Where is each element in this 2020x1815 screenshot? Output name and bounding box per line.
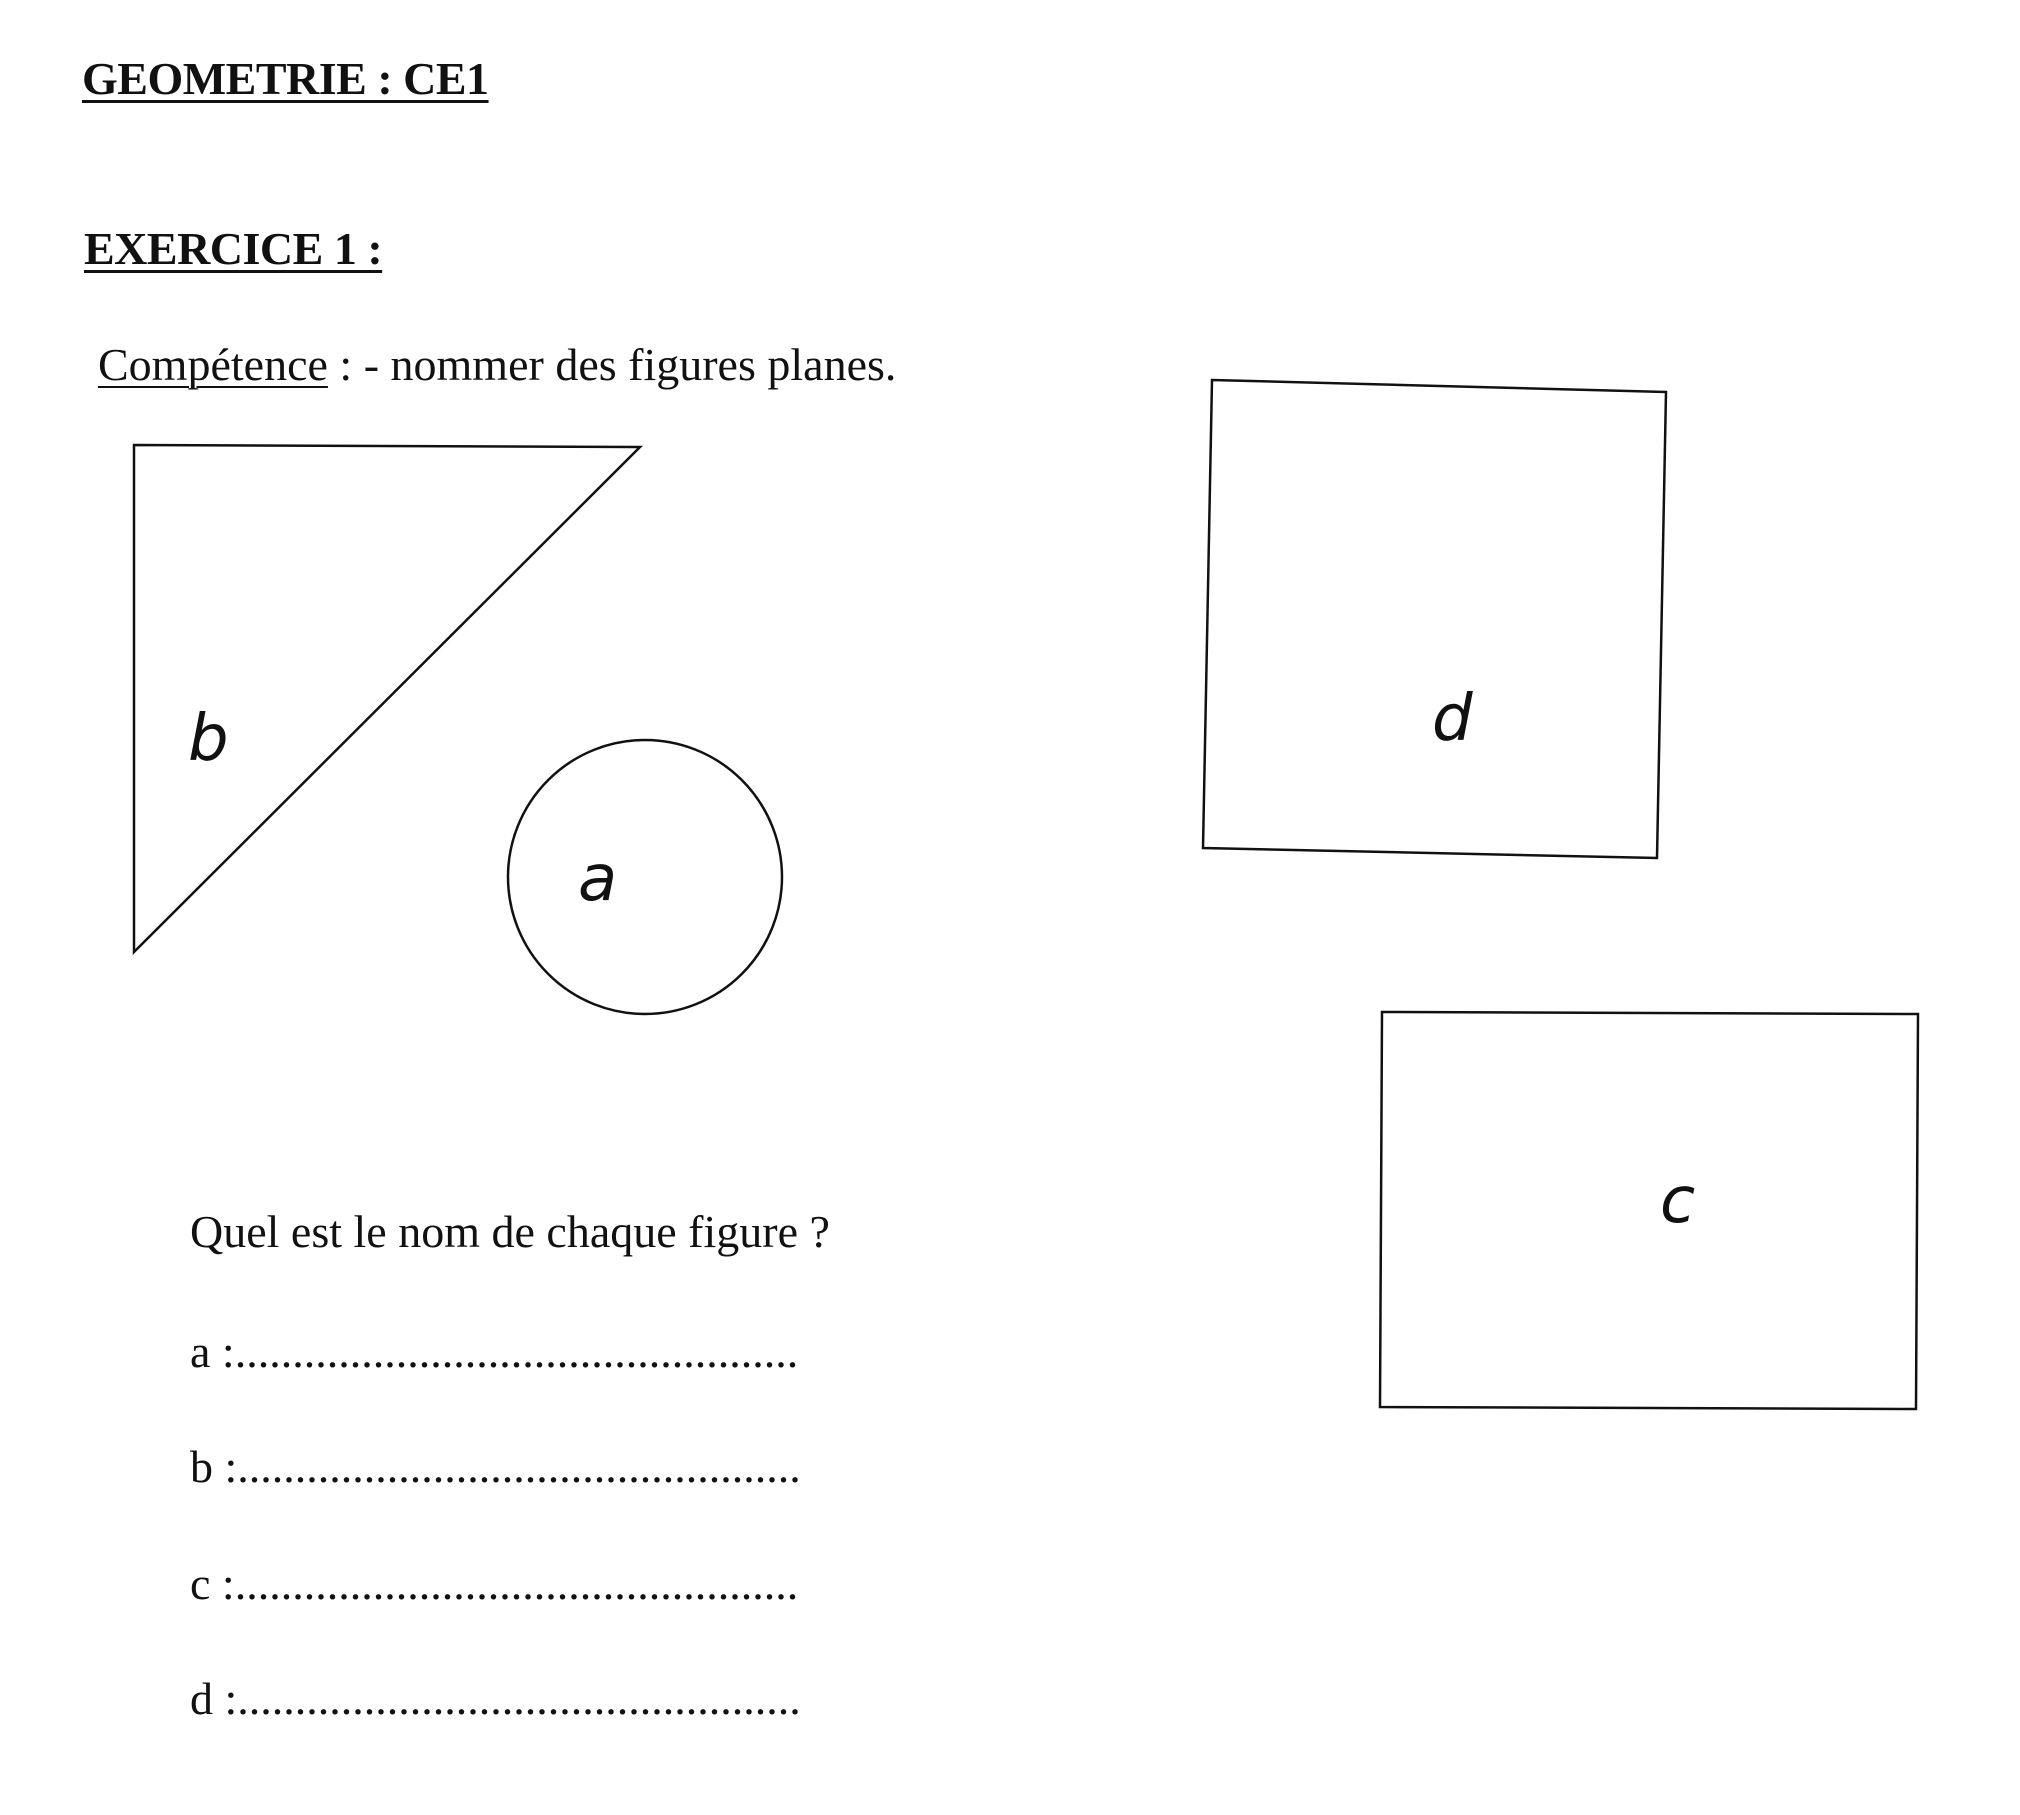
answer-blank[interactable]: .................................................	[234, 1326, 799, 1377]
answer-letter: d :	[190, 1673, 238, 1724]
answer-letter: a :	[190, 1326, 235, 1377]
answer-blank[interactable]: .................................................	[237, 1441, 801, 1492]
exercise-heading: EXERCICE 1 :	[84, 223, 383, 274]
page-title: GEOMETRIE : CE1	[82, 53, 489, 104]
answer-line-c[interactable]	[190, 1557, 798, 1610]
competence-text: : - nommer des figures planes.	[327, 339, 897, 390]
competence-label: Compétence	[98, 339, 328, 390]
triangle-figure	[134, 445, 640, 952]
triangle-label: b	[188, 702, 229, 776]
question-text: Quel est le nom de chaque figure ?	[190, 1206, 830, 1257]
answer-line-d[interactable]	[190, 1672, 801, 1725]
answer-blank[interactable]: .................................................	[237, 1673, 801, 1724]
square-figure	[1203, 380, 1666, 858]
square-label: d	[1432, 682, 1473, 756]
answer-line-b[interactable]	[190, 1440, 801, 1493]
answer-letter: c :	[190, 1558, 235, 1609]
circle-label: a	[578, 842, 618, 916]
answer-letter: b :	[190, 1441, 238, 1492]
rectangle-figure	[1380, 1012, 1918, 1409]
answer-line-a[interactable]	[190, 1325, 798, 1378]
circle-figure	[508, 740, 782, 1014]
answer-blank[interactable]: .................................................	[234, 1558, 799, 1609]
rectangle-label: c	[1660, 1164, 1696, 1238]
